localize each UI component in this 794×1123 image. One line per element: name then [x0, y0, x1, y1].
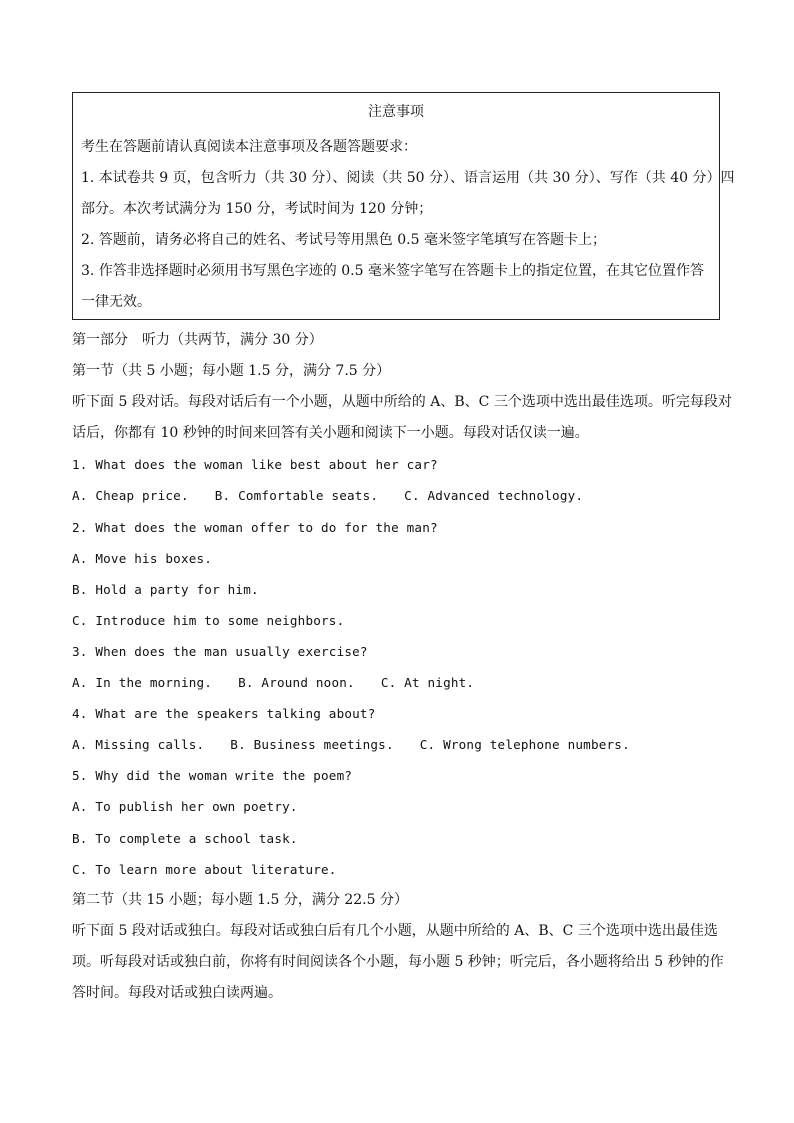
notice-line: 部分。本次考试满分为 150 分，考试时间为 120 分钟；: [81, 201, 433, 217]
answer-option: B. Business meetings.: [230, 737, 394, 753]
notice-line: 3. 作答非选择题时必须用书写黑色字迹的 0.5 毫米签字笔写在答题卡上的指定位置，在其它位置作答: [81, 263, 704, 279]
question-stem: 2. What does the woman offer to do for the man?: [72, 519, 438, 535]
answer-option: A. Move his boxes.: [72, 550, 213, 566]
answer-option: A. Missing calls.: [72, 737, 205, 753]
answer-option: A. To publish her own poetry.: [72, 799, 298, 815]
answer-option: C. Advanced technology.: [404, 488, 584, 504]
listening-content: [72, 325, 732, 1009]
notice-title: 注意事项: [368, 104, 424, 120]
answer-option: C. Introduce him to some neighbors.: [72, 612, 345, 628]
question-stem: 5. Why did the woman write the poem?: [72, 768, 353, 784]
answer-option: C. At night.: [380, 675, 475, 691]
question-stem: 3. When does the man usually exercise?: [72, 643, 368, 659]
section-two-instruction: 听下面 5 段对话或独白。每段对话或独白后有几个小题，从题中所给的 A、B、C 三个选项中选出最佳选: [72, 922, 718, 939]
notice-line: 1. 本试卷共 9 页，包含听力（共 30 分）、阅读（共 50 分）、语言运用（共 30 分）、写作（共 40 分）四: [81, 170, 735, 186]
section-one-heading: 第一节（共 5 小题；每小题 1.5 分，满分 7.5 分）: [72, 363, 391, 380]
section-two-instruction: 项。听每段对话或独白前，你将有时间阅读各个小题，每小题 5 秒钟；听完后，各小题将给出 5 秒钟的作: [72, 953, 724, 970]
section-two-instruction: 答时间。每段对话或独白读两遍。: [72, 984, 282, 1001]
notice-line: 一律无效。: [81, 294, 151, 310]
answer-option: A. Cheap price.: [72, 488, 189, 504]
question-stem: 4. What are the speakers talking about?: [72, 706, 376, 722]
notice-box: [72, 92, 735, 320]
answer-option: A. In the morning.: [72, 675, 213, 691]
answer-option: C. To learn more about literature.: [72, 861, 337, 877]
answer-option: B. Hold a party for him.: [72, 581, 259, 597]
question-options: [72, 480, 722, 511]
part-one-heading: 第一部分 听力（共两节，满分 30 分）: [72, 332, 323, 348]
notice-line: 考生在答题前请认真阅读本注意事项及各题答题要求：: [81, 139, 417, 155]
section-two-heading: 第二节（共 15 小题；每小题 1.5 分，满分 22.5 分）: [72, 891, 408, 908]
answer-option: B. Comfortable seats.: [214, 488, 379, 504]
question-options: [72, 729, 722, 760]
answer-option: C. Wrong telephone numbers.: [419, 737, 630, 753]
section-one-instruction: 话后，你都有 10 秒钟的时间来回答有关小题和阅读下一小题。每段对话仅读一遍。: [72, 425, 589, 442]
question-options: [72, 667, 722, 698]
section-one-instruction: 听下面 5 段对话。每段对话后有一个小题，从题中所给的 A、B、C 三个选项中选出最佳选项。听完每段对: [72, 394, 732, 411]
answer-option: B. To complete a school task.: [72, 830, 298, 846]
question-stem: 1. What does the woman like best about her car?: [72, 457, 438, 473]
answer-option: B. Around noon.: [238, 675, 355, 691]
notice-line: 2. 答题前，请务必将自己的姓名、考试号等用黑色 0.5 毫米签字笔填写在答题卡上；: [81, 232, 606, 248]
